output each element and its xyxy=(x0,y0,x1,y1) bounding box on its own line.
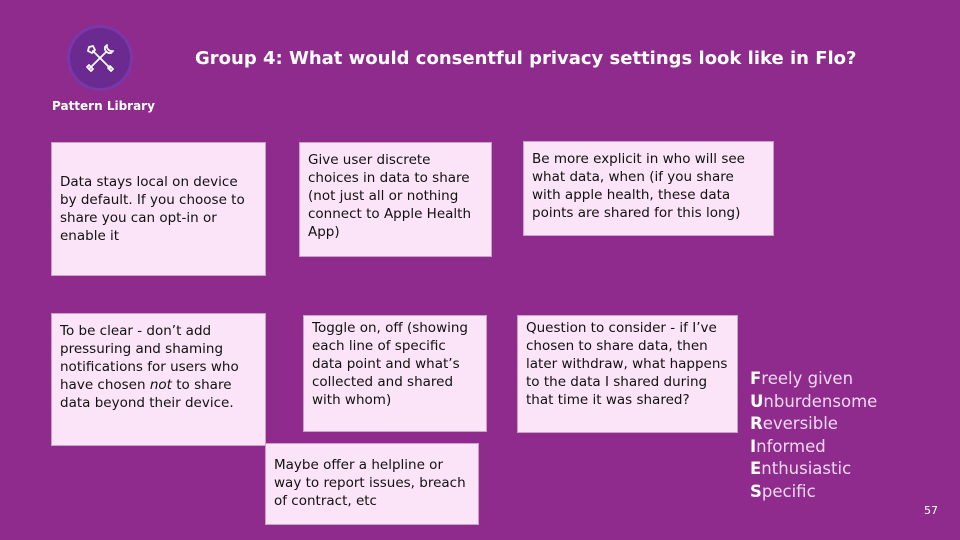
page-title: Group 4: What would consentful privacy settings look like in Flo? xyxy=(195,48,857,69)
acronym-item xyxy=(750,413,877,436)
acronym-item xyxy=(750,458,877,481)
acronym-letter: U xyxy=(750,391,764,411)
note-text: Give user discrete choices in data to share (not just all or nothing connect to Apple Health App) xyxy=(308,152,472,240)
sticky-note xyxy=(303,315,487,432)
acronym-item xyxy=(750,481,877,504)
acronym-word: nburdensome xyxy=(763,391,878,411)
page-number: 57 xyxy=(924,504,938,517)
acronym-word: reely given xyxy=(761,369,854,388)
note-text: Be more explicit in who will see what data, when (if you share with apple health, these data points are shared for this long) xyxy=(532,151,745,221)
pattern-library-logo xyxy=(70,28,130,88)
note-text: To be clear - don’t add pressuring and shaming notifications for users who have chosen xyxy=(60,323,239,393)
logo-label: Pattern Library xyxy=(52,99,155,113)
tools-icon xyxy=(83,41,117,75)
sticky-note xyxy=(299,142,492,257)
note-text: Data stays local on device by default. If you choose to share you can opt-in or enable it xyxy=(60,174,245,244)
sticky-note xyxy=(265,443,479,525)
note-text: Toggle on, off (showing each line of specific data point and what’s collected and shared with whom) xyxy=(312,320,468,408)
acronym-word: nthusiastic xyxy=(761,459,852,478)
acronym-letter: F xyxy=(750,369,762,388)
acronym-word: eversible xyxy=(762,414,838,433)
acronym-letter: R xyxy=(750,414,763,433)
sticky-note xyxy=(51,142,266,276)
acronym-word: pecific xyxy=(761,481,816,501)
acronym-letter: S xyxy=(750,481,762,501)
acronym-word: nformed xyxy=(756,436,826,456)
note-text: Question to consider - if I’ve chosen to share data, then later withdraw, what happens to the data I shared during that time it was shared? xyxy=(526,320,728,408)
note-text: to share data beyond their device. xyxy=(60,377,234,411)
acronym-item xyxy=(750,391,877,414)
acronym-letter: E xyxy=(750,459,762,478)
sticky-note xyxy=(523,141,774,236)
acronym-item xyxy=(750,368,877,391)
note-emphasis: not xyxy=(149,377,172,393)
sticky-note xyxy=(51,313,266,446)
note-text: Maybe offer a helpline or way to report issues, breach of contract, etc xyxy=(274,457,466,509)
acronym-letter: I xyxy=(750,436,757,456)
acronym-item xyxy=(750,436,877,459)
sticky-note xyxy=(517,315,738,433)
furies-acronym-list xyxy=(750,368,877,503)
